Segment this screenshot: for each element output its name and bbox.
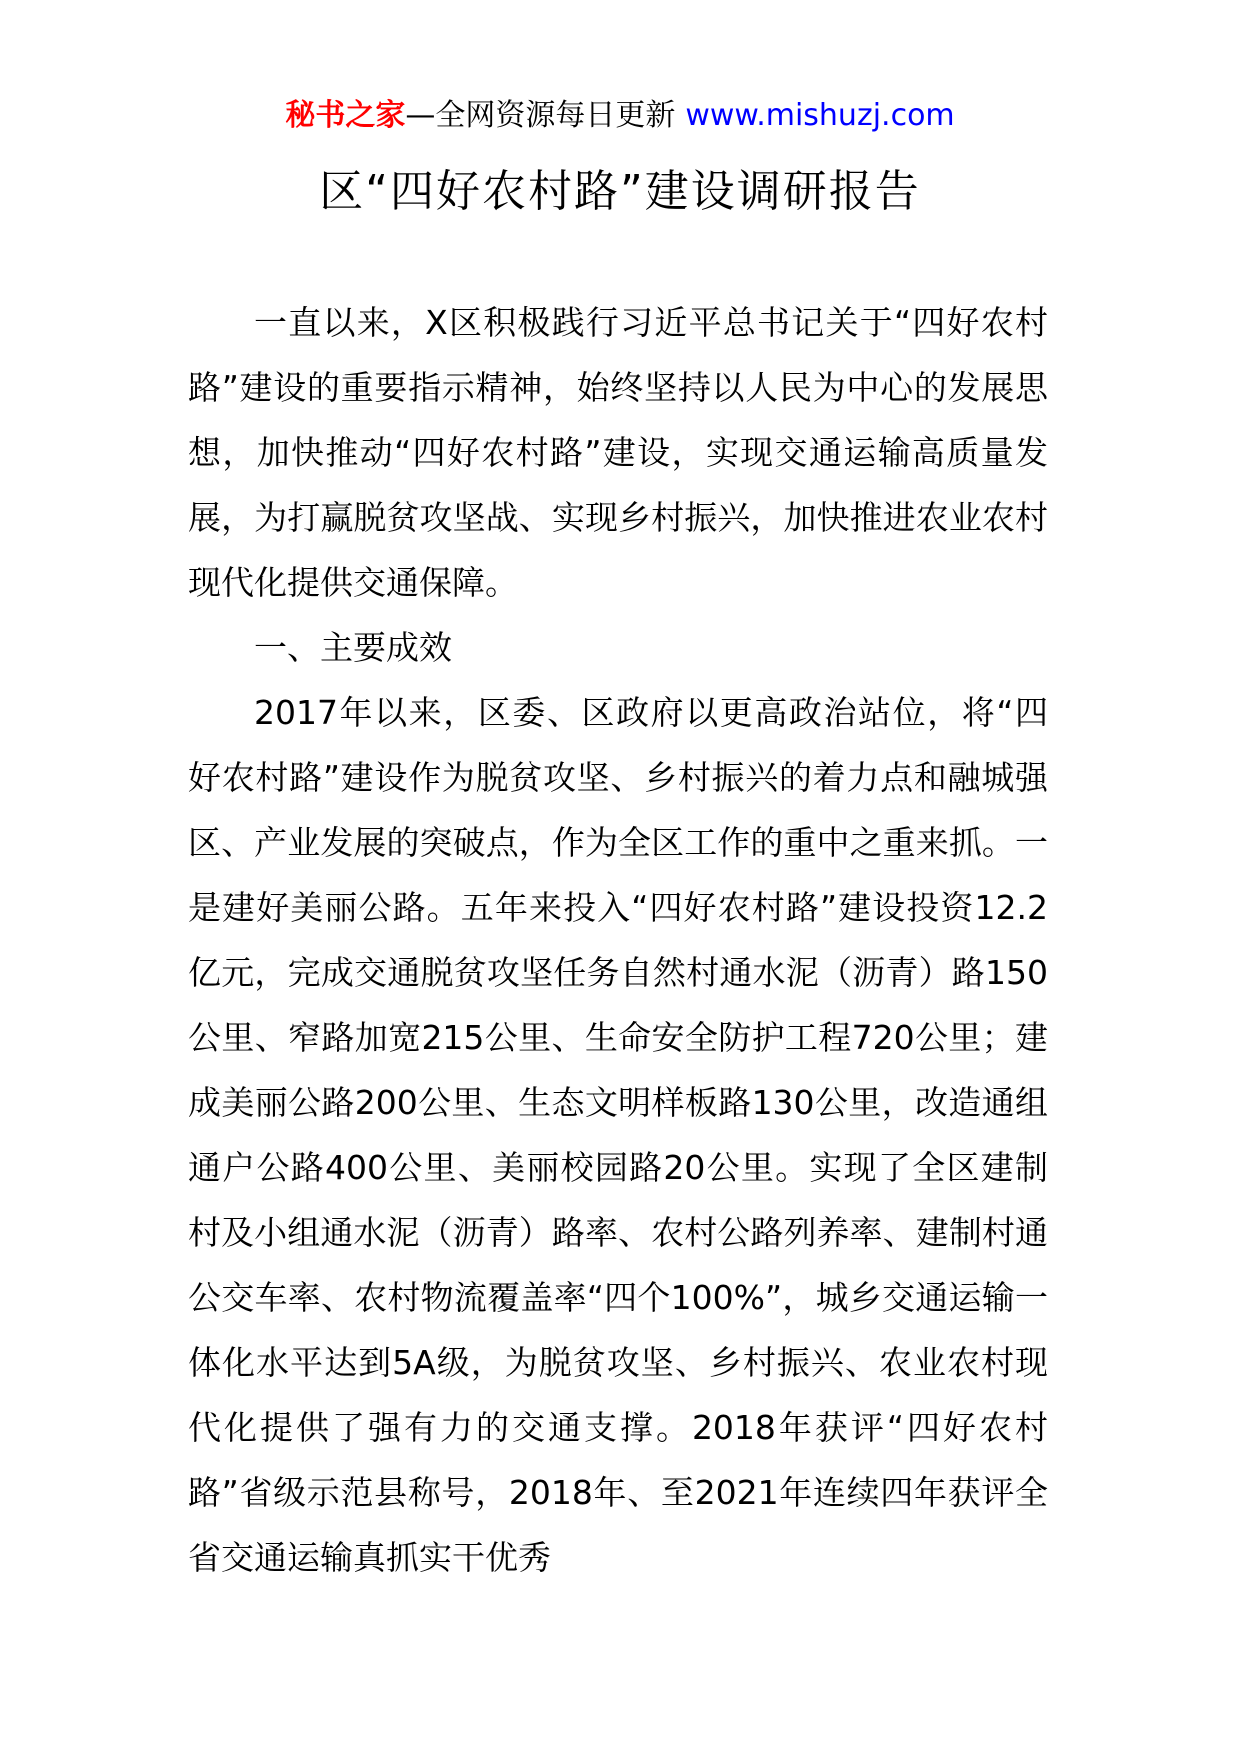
- brand-name: 秘书之家: [285, 98, 406, 133]
- site-banner: [0, 96, 1240, 136]
- document-body: [188, 290, 1048, 1590]
- intro-paragraph: 一直以来，X区积极践行习近平总书记关于“四好农村路”建设的重要指示精神，始终坚持以人民为中心的发展思想，加快推动“四好农村路”建设，实现交通运输高质量发展，为打赢脱贫攻坚战、实现乡村振兴，加快推进农业农村现代化提供交通保障。: [188, 303, 1048, 602]
- results-paragraph: 2017年以来，区委、区政府以更高政治站位，将“四好农村路”建设作为脱贫攻坚、乡村振兴的着力点和融城强区、产业发展的突破点，作为全区工作的重中之重来抓。一是建好美丽公路。五年来投入“四好农村路”建设投资12.2亿元，完成交通脱贫攻坚任务自然村通水泥（沥青）路150公里、窄路加宽215公里、生命安全防护工程720公里；建成美丽公路200公里、生态文明样板路130公里，改造通组通户公路400公里、美丽校园路20公里。实现了全区建制村及小组通水泥（沥青）路率、农村公路列养率、建制村通公交车率、农村物流覆盖率“四个100%”，城乡交通运输一体化水平达到5A级，为脱贫攻坚、乡村振兴、农业农村现代化提供了强有力的交通支撑。2018年获评“四好农村路”省级示范县称号，2018年、至2021年连续四年获评全省交通运输真抓实干优秀: [188, 693, 1048, 1577]
- document-title: 区“四好农村路”建设调研报告: [319, 166, 921, 217]
- banner-tagline: —全网资源每日更新: [405, 98, 676, 133]
- site-url-link[interactable]: www.mishuzj.com: [685, 98, 955, 133]
- section-heading: 一、主要成效: [254, 628, 452, 667]
